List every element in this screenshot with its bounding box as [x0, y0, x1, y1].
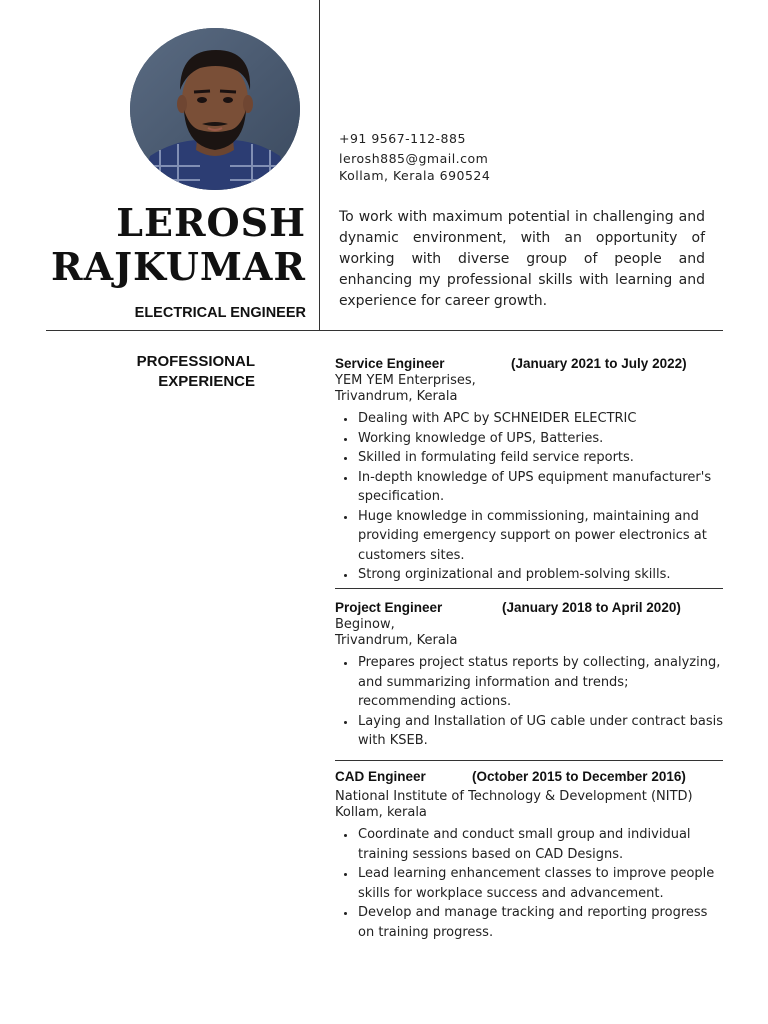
- career-objective: To work with maximum potential in challenging and dynamic environment, with an opportunity of working with diverse group of people and enhancing my professional skills with learning and experience for career growth.: [339, 209, 705, 309]
- job-divider: [335, 588, 723, 589]
- job-dates: (January 2021 to July 2022): [511, 356, 687, 371]
- job-dates: (October 2015 to December 2016): [472, 769, 686, 784]
- first-name: LEROSH: [116, 200, 306, 245]
- job-title: Project Engineer: [335, 600, 443, 615]
- section-heading-line2: EXPERIENCE: [158, 373, 255, 390]
- vertical-divider: [319, 0, 320, 330]
- job-bullets: [335, 825, 725, 942]
- job-bullet: • Develop and manage tracking and reporting progress on training progress.: [357, 903, 725, 942]
- last-name: RAJKUMAR: [51, 244, 306, 289]
- job-bullet: • Lead learning enhancement classes to improve people skills for workplace success and advancement.: [357, 864, 725, 903]
- job-header: [335, 769, 725, 789]
- header-divider: [46, 330, 723, 331]
- job-bullet: • Laying and Installation of UG cable under contract basis with KSEB.: [357, 712, 725, 751]
- job-header: [335, 600, 725, 617]
- job-location: Trivandrum, Kerala: [335, 633, 458, 648]
- job-bullet: • Skilled in formulating feild service reports.: [357, 448, 725, 468]
- job-dates: (January 2018 to April 2020): [502, 600, 681, 615]
- job-bullet: • Strong orginizational and problem-solving skills.: [357, 565, 725, 585]
- job-title: CAD Engineer: [335, 769, 426, 784]
- job-bullet: • Huge knowledge in commissioning, maintaining and providing emergency support on power electronics at customers sites.: [357, 507, 725, 566]
- job-entry: [335, 600, 725, 751]
- job-location: Kollam, kerala: [335, 805, 427, 820]
- section-heading-line1: PROFESSIONAL: [136, 353, 255, 370]
- email-address: lerosh885@gmail.com: [339, 151, 489, 166]
- profile-photo: [130, 28, 300, 190]
- job-title: Service Engineer: [335, 356, 445, 371]
- job-bullet: • Dealing with APC by SCHNEIDER ELECTRIC: [357, 409, 725, 429]
- job-entry: [335, 356, 725, 585]
- job-bullets: [335, 409, 725, 585]
- job-divider: [335, 760, 723, 761]
- job-entry: [335, 769, 725, 942]
- job-company: YEM YEM Enterprises,: [335, 373, 476, 388]
- job-bullets: [335, 653, 725, 751]
- job-bullet: • Coordinate and conduct small group and individual training sessions based on CAD Designs.: [357, 825, 725, 864]
- job-bullet: • In-depth knowledge of UPS equipment manufacturer's specification.: [357, 468, 725, 507]
- job-role: ELECTRICAL ENGINEER: [134, 305, 306, 321]
- job-header: [335, 356, 725, 373]
- job-bullet: • Working knowledge of UPS, Batteries.: [357, 429, 725, 449]
- portrait-illustration: [130, 28, 300, 190]
- postal-address: Kollam, Kerala 690524: [339, 168, 491, 183]
- section-heading-experience: [137, 352, 255, 392]
- job-bullet: • Prepares project status reports by collecting, analyzing, and summarizing information and trends; recommending actions.: [357, 653, 725, 712]
- job-location: Trivandrum, Kerala: [335, 389, 458, 404]
- phone-number: +91 9567-112-885: [339, 131, 466, 146]
- job-company: Beginow,: [335, 617, 395, 632]
- job-company: National Institute of Technology & Development (NITD): [335, 789, 693, 804]
